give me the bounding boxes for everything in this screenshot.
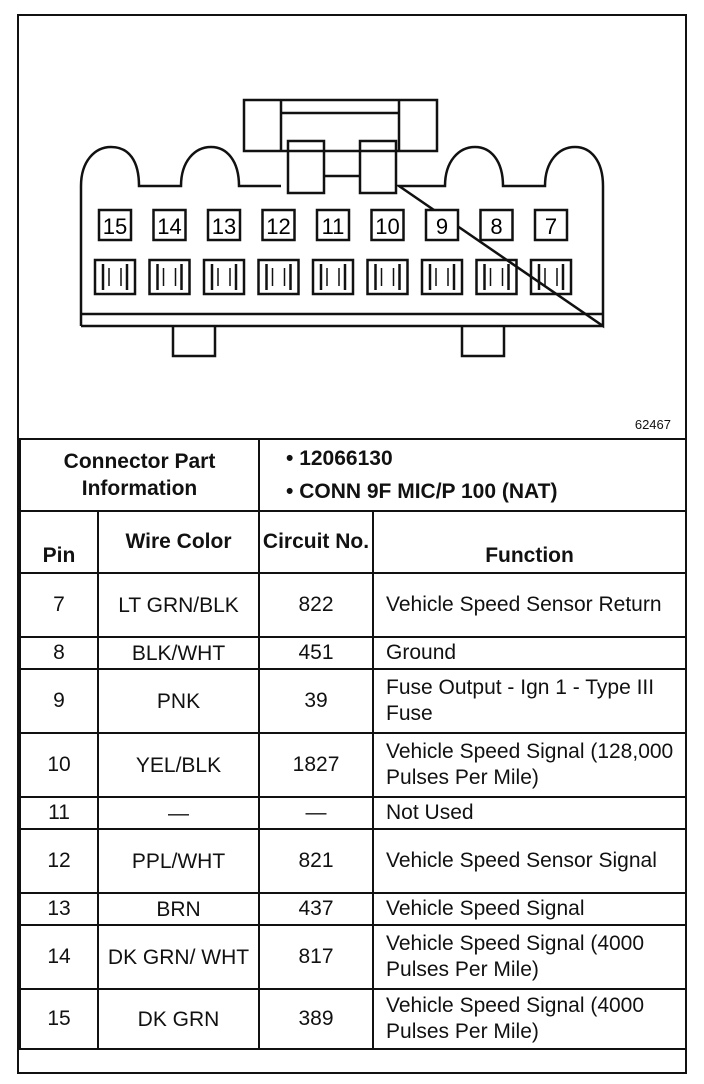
function-cell: Vehicle Speed Signal (128,000 Pulses Per Mile) [373,733,686,797]
bottom-tab-left [173,326,215,356]
pin-label: 8 [490,214,503,239]
part-info-label: Connector Part Information [20,439,259,511]
wire-color-cell: BRN [98,893,259,925]
part-info-values [259,439,686,511]
pin-cell: 9 [20,669,98,733]
connector-description: • CONN 9F MIC/P 100 (NAT) [286,480,558,503]
table-row [20,637,686,669]
pinout-table [19,438,687,1050]
circuit-cell: 39 [259,669,373,733]
part-info-row [20,439,686,511]
function-cell: Vehicle Speed Signal (4000 Pulses Per Mile) [373,925,686,989]
wire-color-cell: PNK [98,669,259,733]
connector-latch [244,100,437,151]
pin-label: 14 [157,214,182,239]
terminal-cavity [368,260,408,294]
pin-cell: 13 [20,893,98,925]
wire-color-cell: DK GRN [98,989,259,1049]
circuit-cell: — [259,797,373,829]
header-function: Function [373,511,686,573]
wire-color-cell: DK GRN/ WHT [98,925,259,989]
pin-label-box [481,210,513,240]
pin-label-box [426,210,458,240]
table-row [20,573,686,637]
circuit-cell: 822 [259,573,373,637]
function-cell: Ground [373,637,686,669]
wire-color-cell: BLK/WHT [98,637,259,669]
pin-cell: 15 [20,989,98,1049]
function-cell: Fuse Output - Ign 1 - Type III Fuse [373,669,686,733]
pin-label-box [263,210,295,240]
terminal-cavity [95,260,135,294]
wire-color-cell: PPL/WHT [98,829,259,893]
wire-color-cell: LT GRN/BLK [98,573,259,637]
table-row [20,733,686,797]
pin-label: 7 [544,214,558,239]
connector-diagram [19,16,685,438]
circuit-cell: 389 [259,989,373,1049]
pin-label-box [208,210,240,240]
bottom-tab-right [462,326,504,356]
function-cell: Vehicle Speed Sensor Signal [373,829,686,893]
table-row [20,829,686,893]
table-row [20,797,686,829]
circuit-cell: 1827 [259,733,373,797]
table-row [20,925,686,989]
table-row [20,989,686,1049]
pin-label-box [372,210,404,240]
pin-label-box [535,210,567,240]
pin-label: 13 [211,214,237,239]
terminal-cavity [150,260,190,294]
circuit-cell: 451 [259,637,373,669]
pin-label: 9 [435,214,449,239]
function-cell: Vehicle Speed Signal (4000 Pulses Per Mile) [373,989,686,1049]
table-row [20,893,686,925]
terminal-cavity [204,260,244,294]
terminal-cavity [259,260,299,294]
function-cell: Vehicle Speed Sensor Return [373,573,686,637]
part-number: • 12066130 [286,447,393,470]
wire-color-cell: — [98,797,259,829]
pin-cell: 14 [20,925,98,989]
wire-color-cell: YEL/BLK [98,733,259,797]
pin-label-box [317,210,349,240]
table-row [20,669,686,733]
pin-cell: 10 [20,733,98,797]
terminal-cavity [313,260,353,294]
pin-cell: 11 [20,797,98,829]
header-pin: Pin [20,511,98,573]
pin-label: 10 [375,214,400,239]
pin-cell: 12 [20,829,98,893]
connector-sheet [17,14,687,1074]
pin-label: 12 [266,214,291,239]
function-cell: Not Used [373,797,686,829]
circuit-cell: 821 [259,829,373,893]
figure-id: 62467 [634,417,671,432]
header-row [20,511,686,573]
terminal-cavity [477,260,517,294]
pin-label-box [99,210,131,240]
pin-cell: 7 [20,573,98,637]
circuit-cell: 817 [259,925,373,989]
function-cell: Vehicle Speed Signal [373,893,686,925]
pin-label: 11 [321,214,345,239]
header-wire-color: Wire Color [98,511,259,573]
terminal-cavity [422,260,462,294]
header-circuit-no: Circuit No. [259,511,373,573]
pin-label: 15 [102,214,128,239]
pin-label-box [154,210,186,240]
pin-cell: 8 [20,637,98,669]
circuit-cell: 437 [259,893,373,925]
